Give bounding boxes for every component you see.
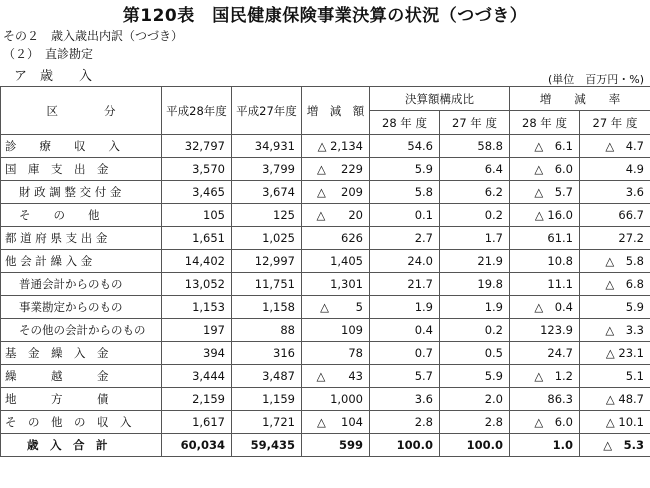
cell-change: △ 229 xyxy=(302,158,370,181)
cell-h28: 197 xyxy=(162,319,232,342)
total-row xyxy=(1,434,650,457)
subtitle-part: その２ 歳入歳出内訳（つづき） xyxy=(3,29,184,43)
cell-ratio27: 2.8 xyxy=(440,411,510,434)
cell-ratio28: 100.0 xyxy=(370,434,440,457)
cell-h28: 13,052 xyxy=(162,273,232,296)
cell-rate27: △ 4.7 xyxy=(580,135,650,158)
header-change: 増 減 額 xyxy=(302,87,370,135)
cell-rate28: 86.3 xyxy=(510,388,580,411)
table-row xyxy=(1,388,650,411)
revenue-table xyxy=(0,86,650,457)
row-label: 事業勘定からのもの xyxy=(1,296,162,319)
cell-h28: 1,617 xyxy=(162,411,232,434)
cell-h27: 3,799 xyxy=(232,158,302,181)
row-label: 普通会計からのもの xyxy=(1,273,162,296)
unit-label: (単位 百万円・%) xyxy=(547,73,644,86)
row-label: 繰 越 金 xyxy=(1,365,162,388)
cell-ratio28: 5.9 xyxy=(370,158,440,181)
row-label: 診 療 収 入 xyxy=(1,135,162,158)
cell-rate28: 11.1 xyxy=(510,273,580,296)
cell-ratio27: 1.9 xyxy=(440,296,510,319)
table-row xyxy=(1,273,650,296)
cell-h28: 3,570 xyxy=(162,158,232,181)
cell-rate27: △ 23.1 xyxy=(580,342,650,365)
cell-change: △ 209 xyxy=(302,181,370,204)
cell-ratio27: 0.5 xyxy=(440,342,510,365)
cell-h27: 1,158 xyxy=(232,296,302,319)
cell-ratio27: 0.2 xyxy=(440,204,510,227)
table-row xyxy=(1,204,650,227)
cell-rate28: △ 6.0 xyxy=(510,411,580,434)
cell-ratio27: 2.0 xyxy=(440,388,510,411)
cell-change: 1,301 xyxy=(302,273,370,296)
header-h27: 平成27年度 xyxy=(232,87,302,135)
cell-change: △ 104 xyxy=(302,411,370,434)
cell-h28: 2,159 xyxy=(162,388,232,411)
cell-rate28: △ 1.2 xyxy=(510,365,580,388)
cell-h27: 125 xyxy=(232,204,302,227)
cell-ratio28: 5.7 xyxy=(370,365,440,388)
header-category: 区 分 xyxy=(1,87,162,135)
cell-ratio27: 100.0 xyxy=(440,434,510,457)
row-label: 都 道 府 県 支 出 金 xyxy=(1,227,162,250)
cell-ratio28: 0.7 xyxy=(370,342,440,365)
row-label: その他の会計からのもの xyxy=(1,319,162,342)
cell-ratio28: 1.9 xyxy=(370,296,440,319)
cell-ratio27: 1.7 xyxy=(440,227,510,250)
cell-rate28: △ 0.4 xyxy=(510,296,580,319)
cell-h27: 12,997 xyxy=(232,250,302,273)
cell-change: 626 xyxy=(302,227,370,250)
header-rate-28: 28 年 度 xyxy=(510,111,580,135)
cell-rate28: 1.0 xyxy=(510,434,580,457)
cell-rate28: 10.8 xyxy=(510,250,580,273)
cell-rate27: 4.9 xyxy=(580,158,650,181)
row-label: そ の 他 xyxy=(1,204,162,227)
cell-rate27: △ 5.8 xyxy=(580,250,650,273)
cell-rate28: 123.9 xyxy=(510,319,580,342)
row-label: 財 政 調 整 交 付 金 xyxy=(1,181,162,204)
cell-rate27: △ 48.7 xyxy=(580,388,650,411)
cell-rate28: △ 6.1 xyxy=(510,135,580,158)
cell-rate27: △ 3.3 xyxy=(580,319,650,342)
cell-change: 78 xyxy=(302,342,370,365)
cell-h28: 14,402 xyxy=(162,250,232,273)
cell-h27: 1,159 xyxy=(232,388,302,411)
cell-h27: 3,487 xyxy=(232,365,302,388)
cell-rate27: 5.1 xyxy=(580,365,650,388)
cell-rate28: △ 16.0 xyxy=(510,204,580,227)
subtitle-section: （２） 直診勘定 xyxy=(3,47,94,61)
cell-ratio28: 2.8 xyxy=(370,411,440,434)
cell-ratio28: 2.7 xyxy=(370,227,440,250)
row-label: そ の 他 の 収 入 xyxy=(1,411,162,434)
table-row xyxy=(1,135,650,158)
cell-h27: 59,435 xyxy=(232,434,302,457)
cell-change: 1,000 xyxy=(302,388,370,411)
cell-rate27: 66.7 xyxy=(580,204,650,227)
cell-ratio27: 5.9 xyxy=(440,365,510,388)
cell-h28: 3,465 xyxy=(162,181,232,204)
cell-h27: 316 xyxy=(232,342,302,365)
cell-change: △ 43 xyxy=(302,365,370,388)
cell-ratio27: 0.2 xyxy=(440,319,510,342)
cell-h27: 1,721 xyxy=(232,411,302,434)
cell-rate27: 3.6 xyxy=(580,181,650,204)
cell-h27: 34,931 xyxy=(232,135,302,158)
cell-rate27: △ 10.1 xyxy=(580,411,650,434)
cell-ratio27: 58.8 xyxy=(440,135,510,158)
cell-h27: 11,751 xyxy=(232,273,302,296)
row-label: 他 会 計 繰 入 金 xyxy=(1,250,162,273)
table-row xyxy=(1,296,650,319)
cell-change: 599 xyxy=(302,434,370,457)
cell-ratio28: 3.6 xyxy=(370,388,440,411)
cell-h28: 394 xyxy=(162,342,232,365)
table-row xyxy=(1,342,650,365)
cell-rate27: 5.9 xyxy=(580,296,650,319)
cell-ratio27: 19.8 xyxy=(440,273,510,296)
cell-ratio27: 21.9 xyxy=(440,250,510,273)
cell-change: △ 5 xyxy=(302,296,370,319)
cell-rate28: 24.7 xyxy=(510,342,580,365)
cell-h27: 88 xyxy=(232,319,302,342)
table-row xyxy=(1,158,650,181)
cell-h27: 3,674 xyxy=(232,181,302,204)
row-label: 地 方 債 xyxy=(1,388,162,411)
cell-rate27: △ 5.3 xyxy=(580,434,650,457)
table-row xyxy=(1,227,650,250)
cell-change: 1,405 xyxy=(302,250,370,273)
table-row xyxy=(1,181,650,204)
cell-rate28: △ 5.7 xyxy=(510,181,580,204)
table-row xyxy=(1,319,650,342)
header-rate-27: 27 年 度 xyxy=(580,111,650,135)
cell-rate28: 61.1 xyxy=(510,227,580,250)
cell-h28: 1,651 xyxy=(162,227,232,250)
cell-h27: 1,025 xyxy=(232,227,302,250)
cell-h28: 32,797 xyxy=(162,135,232,158)
cell-h28: 60,034 xyxy=(162,434,232,457)
table-row xyxy=(1,365,650,388)
cell-change: 109 xyxy=(302,319,370,342)
header-ratio-28: 28 年 度 xyxy=(370,111,440,135)
row-label: 歳 入 合 計 xyxy=(1,434,162,457)
header-rate: 増 減 率 xyxy=(510,87,650,111)
cell-ratio28: 5.8 xyxy=(370,181,440,204)
cell-rate27: 27.2 xyxy=(580,227,650,250)
cell-ratio28: 24.0 xyxy=(370,250,440,273)
cell-rate28: △ 6.0 xyxy=(510,158,580,181)
header-ratio-27: 27 年 度 xyxy=(440,111,510,135)
section-heading: ア 歳 入 xyxy=(14,69,93,84)
cell-h28: 1,153 xyxy=(162,296,232,319)
cell-ratio28: 54.6 xyxy=(370,135,440,158)
cell-ratio28: 0.4 xyxy=(370,319,440,342)
cell-h28: 105 xyxy=(162,204,232,227)
table-row xyxy=(1,250,650,273)
cell-h28: 3,444 xyxy=(162,365,232,388)
cell-change: △ 2,134 xyxy=(302,135,370,158)
cell-ratio28: 0.1 xyxy=(370,204,440,227)
header-h28: 平成28年度 xyxy=(162,87,232,135)
page-title: 第120表 国民健康保険事業決算の状況（つづき） xyxy=(122,6,528,26)
row-label: 基 金 繰 入 金 xyxy=(1,342,162,365)
cell-ratio27: 6.4 xyxy=(440,158,510,181)
row-label: 国 庫 支 出 金 xyxy=(1,158,162,181)
table-row xyxy=(1,411,650,434)
cell-rate27: △ 6.8 xyxy=(580,273,650,296)
cell-ratio27: 6.2 xyxy=(440,181,510,204)
cell-change: △ 20 xyxy=(302,204,370,227)
cell-ratio28: 21.7 xyxy=(370,273,440,296)
header-ratio: 決算額構成比 xyxy=(370,87,510,111)
